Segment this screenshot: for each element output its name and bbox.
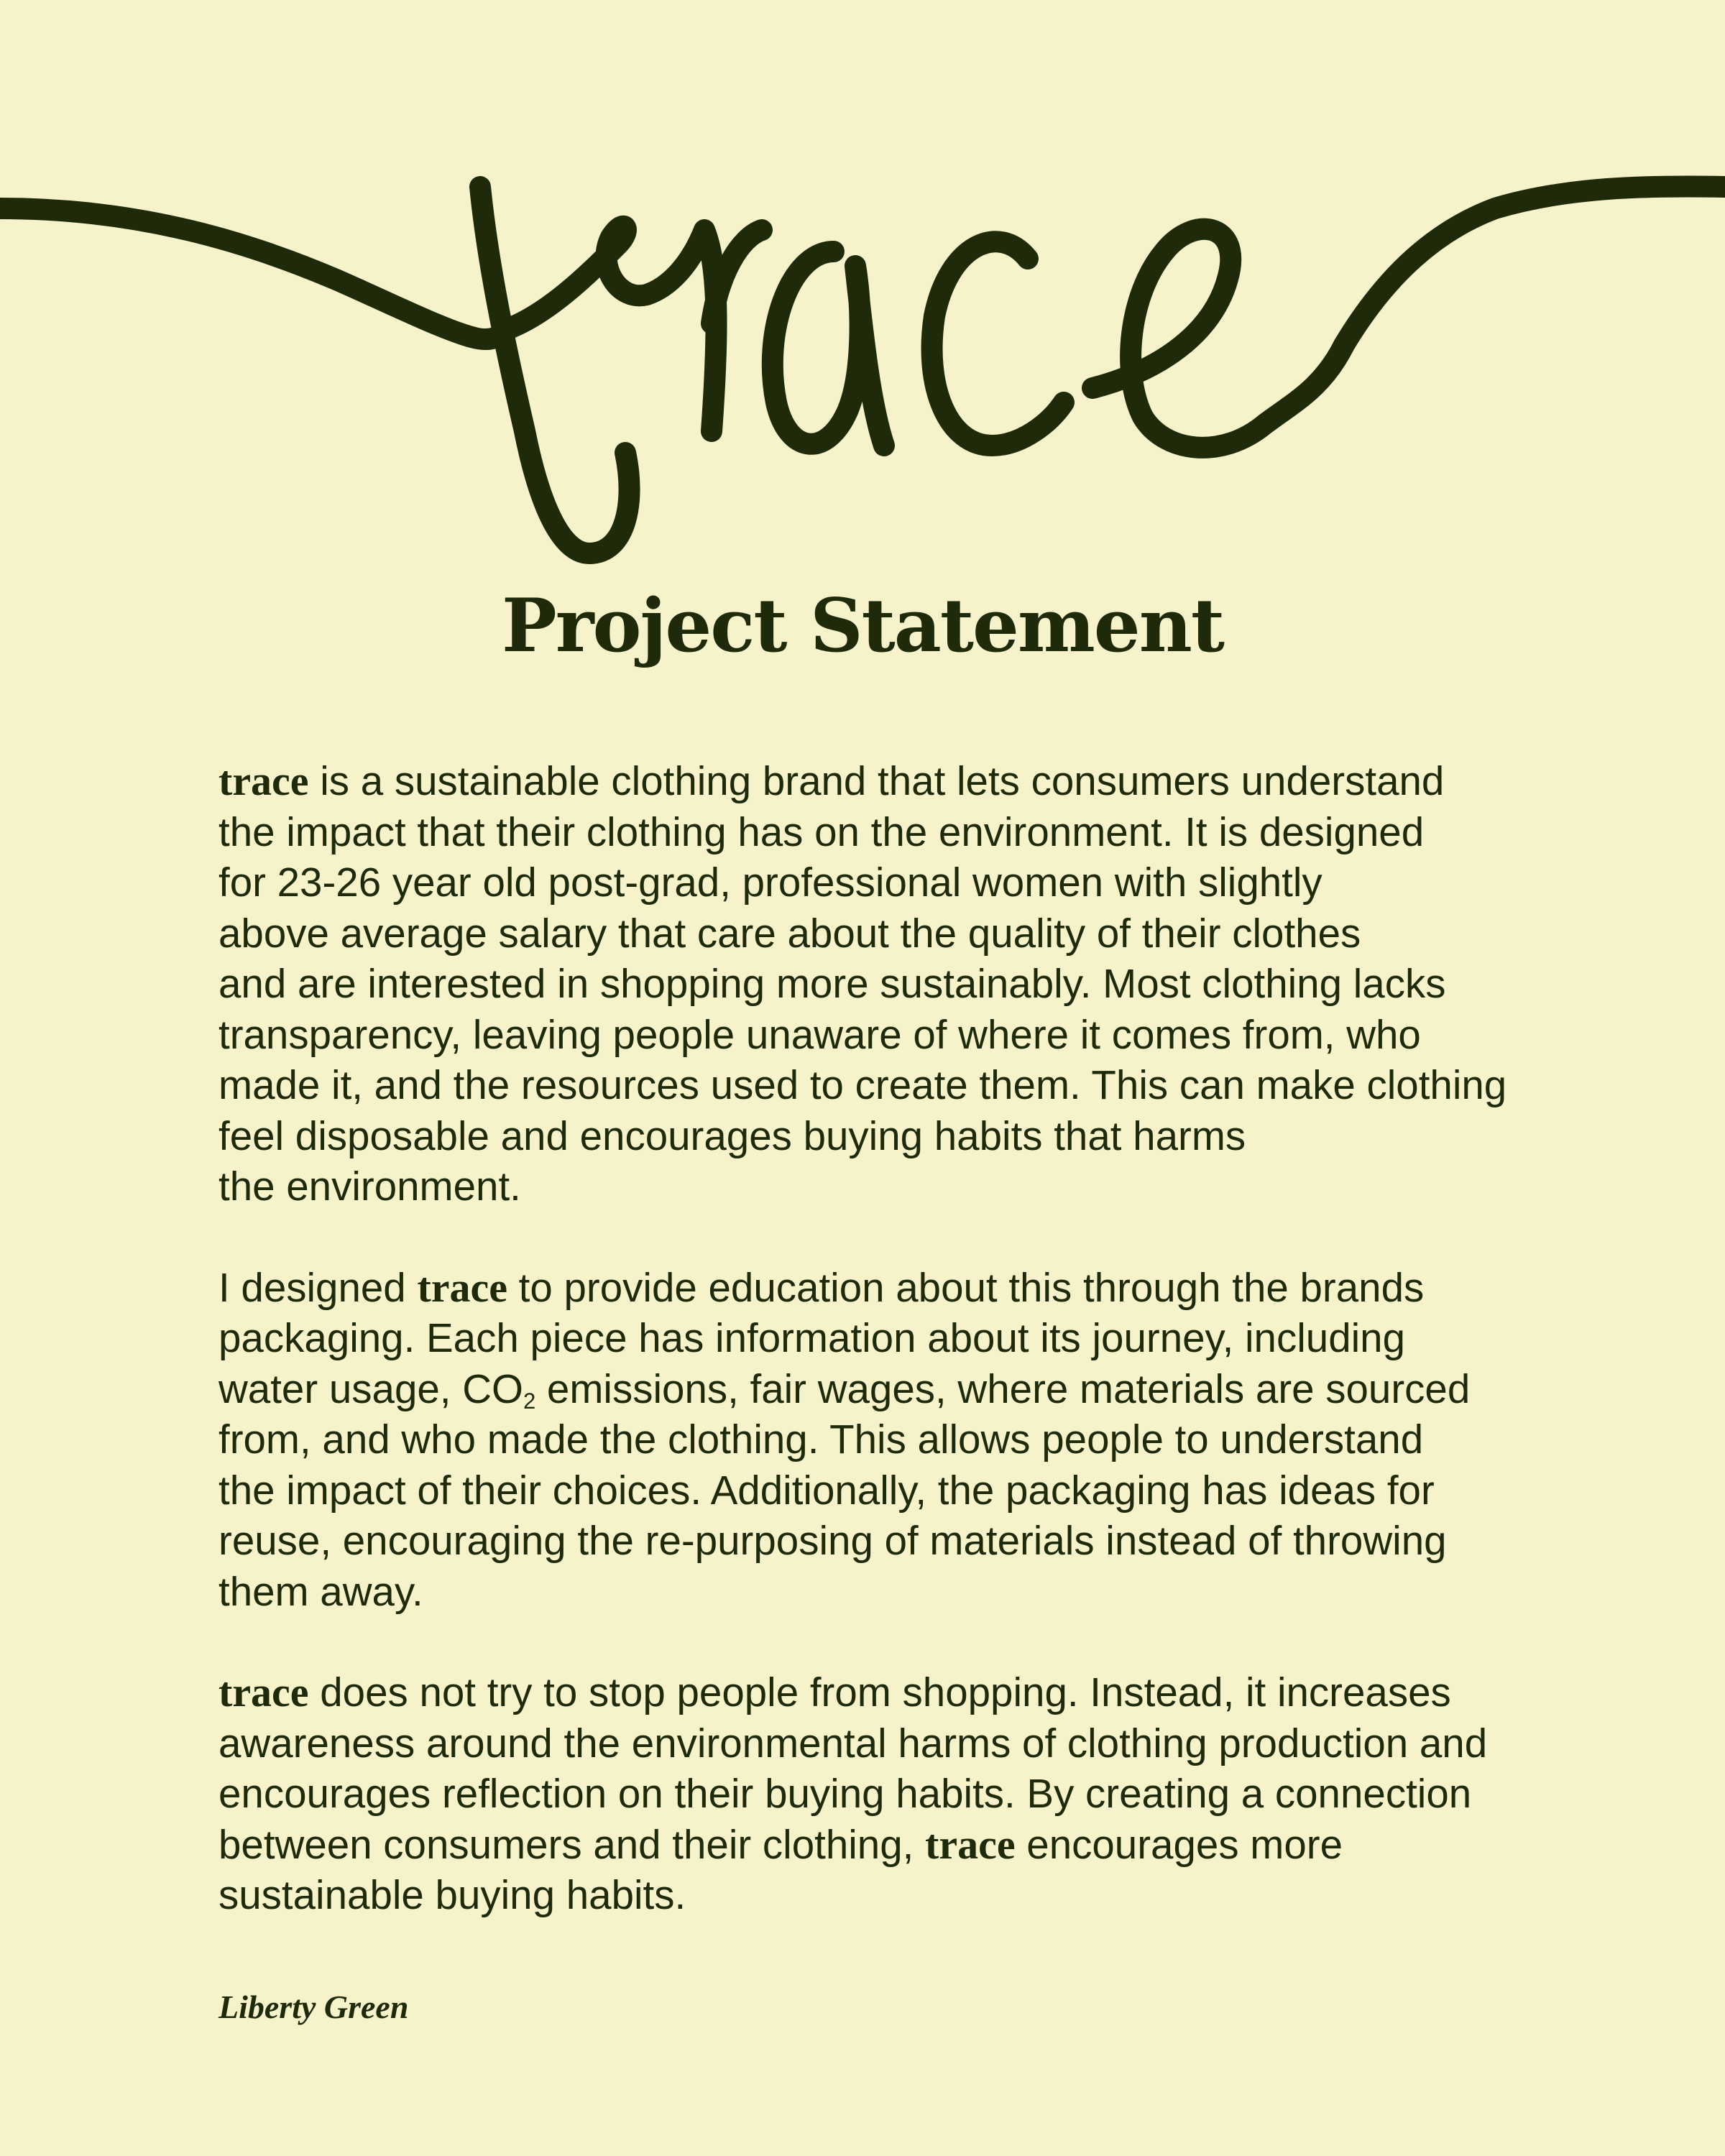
- paragraph-2-lead: I designed: [218, 1264, 418, 1310]
- author-signature: Liberty Green: [218, 1989, 409, 2025]
- co2-subscript: 2: [523, 1388, 536, 1414]
- logo-wordmark-text: trace: [861, 582, 864, 583]
- paragraph-2-middle: to provide education about this through the brands packaging. Each piece has information about its journey, including water usage, CO: [218, 1264, 1425, 1411]
- brand-name: trace: [218, 1669, 309, 1715]
- trace-logo: [0, 0, 1725, 589]
- paragraph-3: [218, 1667, 1541, 1921]
- paragraph-1-text: is a sustainable clothing brand that lets consumers understand the impact that their clothing has on the environment. It is designed for 23-26 year old post-grad, professional women with slightly above average salary that care about the quality of their clothes and are interested in shopping more sustainably. Most clothing lacks transparency, leaving people unaware of where it comes from, who made it, and the resources used to create them. This can make clothing feel disposable and encourages buying habits that harms the environment.: [218, 758, 1507, 1209]
- paragraph-1: [218, 756, 1541, 1212]
- paragraph-2: [218, 1263, 1541, 1618]
- page-title: Project Statement: [502, 583, 1223, 669]
- brand-name: trace: [925, 1820, 1016, 1868]
- brand-name: trace: [417, 1263, 507, 1311]
- paragraph-3-middle: does not try to stop people from shopping. Instead, it increases awareness around the environmental harms of clothing production and encourages reflection on their buying habits. By creating a connection between consumers and their clothing,: [218, 1669, 1488, 1867]
- statement-body: [218, 756, 1541, 1971]
- paragraph-3-rest: encourages more sustainable buying habits.: [218, 1821, 1343, 1917]
- paragraph-2-rest: emissions, fair wages, where materials are sourced from, and who made the clothing. This allows people to understand the impact of their choices. Additionally, the packaging has ideas for reuse, encouraging the re-purposing of materials instead of throwing them away.: [218, 1365, 1471, 1614]
- brand-name: trace: [218, 757, 309, 804]
